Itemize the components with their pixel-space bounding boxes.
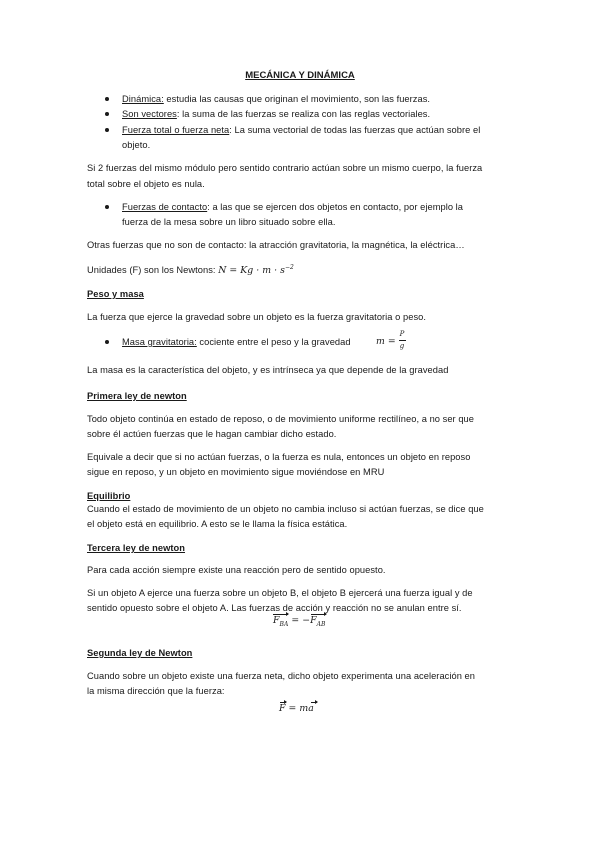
term-fuerza-total: Fuerza total o fuerza neta xyxy=(122,125,230,135)
formula-a: a xyxy=(308,703,314,714)
bullet-contacto xyxy=(122,201,463,213)
formula-exponent: −2 xyxy=(284,264,294,271)
paragraph-line: total sobre el objeto es nula. xyxy=(87,179,205,189)
paragraph-line: Otras fuerzas que no son de contacto: la atracción gravitatoria, la magnética, la eléctrica… xyxy=(87,240,465,250)
bullet-dot xyxy=(105,205,109,209)
fraction-bar xyxy=(399,340,406,341)
formula-f: F xyxy=(279,703,286,714)
paragraph-line: Si un objeto A ejerce una fuerza sobre un objeto B, el objeto B ejercerá una fuerza igual y de xyxy=(87,588,473,598)
paragraph-line: La masa es la característica del objeto, y es intrínseca ya que depende de la gravedad xyxy=(87,365,449,375)
formula-subscript: BA xyxy=(279,620,289,628)
formula-kg: Kg xyxy=(240,265,254,277)
formula-m: m xyxy=(299,703,309,714)
paragraph-line: Equivale a decir que si no actúan fuerzas, o la fuerza es nula, entonces un objeto en reposo xyxy=(87,452,471,462)
term-vectores: Son vectores xyxy=(122,109,177,119)
formula-f: F xyxy=(310,615,317,626)
formula-second-law xyxy=(279,703,314,715)
heading-equilibrio: Equilibrio xyxy=(87,491,131,501)
paragraph-line: Todo objeto continúa en estado de reposo, o de movimiento uniforme rectilíneo, a no ser que xyxy=(87,414,474,424)
term-masa-gravitatoria: Masa gravitatoria: xyxy=(122,337,197,347)
fraction-denominator: g xyxy=(399,342,405,350)
term-dinamica: Dinámica: xyxy=(122,94,164,104)
bullet-text: : La suma vectorial de todas las fuerzas que actúan sobre el xyxy=(229,125,481,135)
paragraph-line: Para cada acción siempre existe una reacción pero de sentido opuesto. xyxy=(87,565,386,575)
bullet-dinamica xyxy=(122,93,430,105)
formula-f: F xyxy=(273,615,280,626)
term-contacto: Fuerzas de contacto xyxy=(122,202,208,212)
bullet-text: cociente entre el peso y la gravedad xyxy=(196,337,351,347)
formula-s: s xyxy=(280,265,285,277)
paragraph-line: sobre él actúen fuerzas que le hagan cambiar dicho estado. xyxy=(87,429,337,439)
heading-tercera-ley: Tercera ley de newton xyxy=(87,543,186,553)
bullet-text: estudia las causas que originan el movimiento, son las fuerzas. xyxy=(163,94,431,104)
bullet-text: : la suma de las fuerzas se realiza con las reglas vectoriales. xyxy=(176,109,431,119)
paragraph-line: sigue en reposo, y un objeto en movimiento sigue moviéndose en MRU xyxy=(87,467,385,477)
bullet-fuerza-total xyxy=(122,124,480,136)
paragraph-line: Cuando sobre un objeto existe una fuerza neta, dicho objeto experimenta una aceleración en xyxy=(87,671,476,681)
units-formula xyxy=(218,265,294,276)
units-text: Unidades (F) son los Newtons: xyxy=(87,265,219,276)
formula-n: N xyxy=(218,265,227,277)
paragraph-line: sentido opuesto sobre el objeto A. Las fuerzas de acción y reacción no se anulan entre sí. xyxy=(87,603,462,613)
formula-m: m xyxy=(376,336,385,347)
heading-primera-ley: Primera ley de newton xyxy=(87,391,187,401)
heading-peso-masa: Peso y masa xyxy=(87,289,144,299)
formula-eq: = xyxy=(285,703,300,714)
formula-eq: = xyxy=(387,336,396,347)
formula-eq: = − xyxy=(288,615,311,626)
paragraph-line: el objeto está en equilibrio. A esto se le llama la física estática. xyxy=(87,519,348,529)
formula-subscript: AB xyxy=(316,620,326,628)
bullet-text: : a las que se ejercen dos objetos en contacto, por ejemplo la xyxy=(207,202,464,212)
formula-third-law xyxy=(273,615,325,631)
heading-segunda-ley: Segunda ley de Newton xyxy=(87,648,193,658)
paragraph-line: Cuando el estado de movimiento de un objeto no cambia incluso si actúan fuerzas, se dice que xyxy=(87,504,484,514)
formula-eq: = xyxy=(226,265,241,277)
bullet-dot xyxy=(105,112,109,116)
fraction-numerator: P xyxy=(399,330,405,338)
bullet-masa-gravitatoria xyxy=(122,336,351,348)
formula-dot: · xyxy=(253,265,263,277)
bullet-dot xyxy=(105,97,109,101)
formula-dot: · xyxy=(271,265,281,277)
formula-m: m xyxy=(262,265,272,277)
bullet-continuation: fuerza de la mesa sobre un libro situado sobre ella. xyxy=(122,217,336,227)
page-title: MECÁNICA Y DINÁMICA xyxy=(245,70,355,81)
bullet-vectores xyxy=(122,108,430,120)
bullet-dot xyxy=(105,128,109,132)
formula-masa xyxy=(376,336,396,348)
paragraph-line: la misma dirección que la fuerza: xyxy=(87,686,225,696)
units-line xyxy=(87,262,294,277)
bullet-dot xyxy=(105,340,109,344)
bullet-continuation: objeto. xyxy=(122,140,151,150)
paragraph-line: La fuerza que ejerce la gravedad sobre un objeto es la fuerza gravitatoria o peso. xyxy=(87,312,427,322)
paragraph-line: Si 2 fuerzas del mismo módulo pero sentido contrario actúan sobre un mismo cuerpo, la fuerza xyxy=(87,163,483,173)
